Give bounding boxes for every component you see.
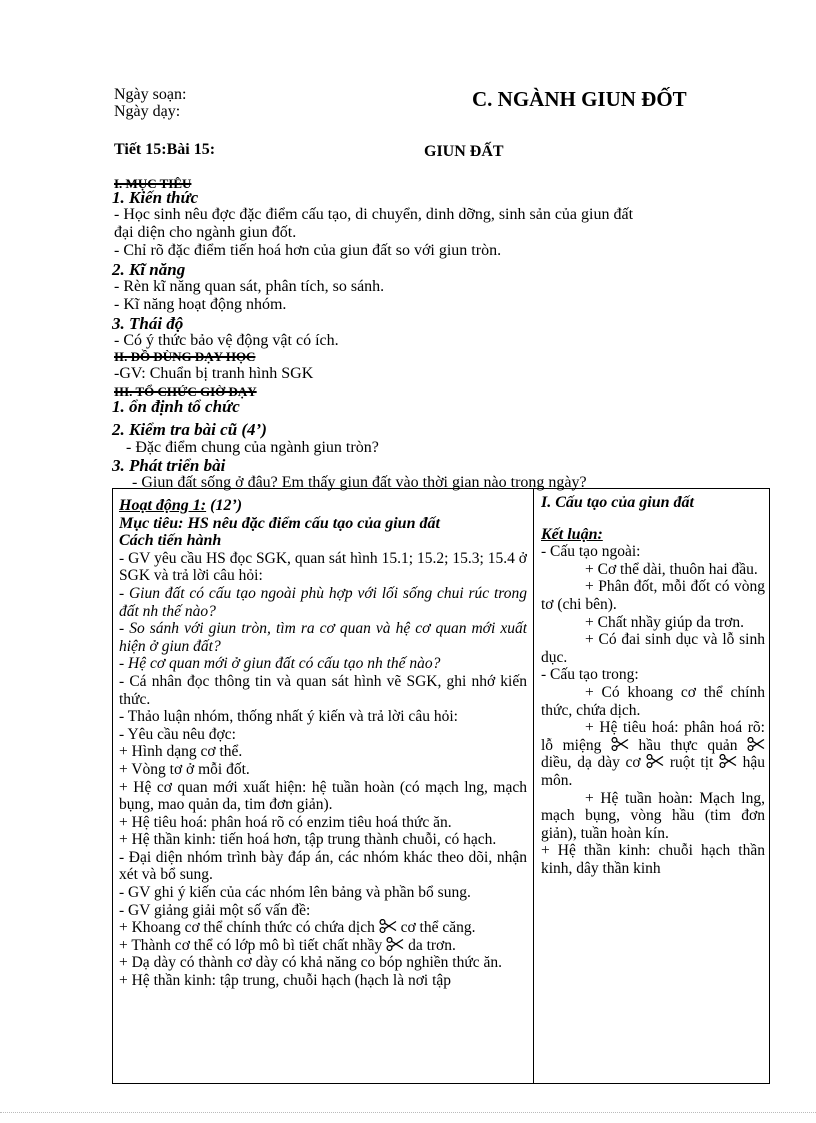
right-i2e: ruột tịt — [669, 754, 714, 772]
left-p6: + Vòng tơ ở mỗi đốt. — [119, 760, 250, 778]
left-p11: - GV ghi ý kiến của các nhóm lên bảng và phần bổ sung. — [119, 884, 471, 902]
scissors-icon — [646, 754, 664, 768]
skills-heading: 2. Kĩ năng — [112, 260, 186, 279]
activity-time: (12’) — [206, 497, 243, 514]
right-inner: - Cấu tạo trong: — [541, 666, 639, 684]
right-i2d: diều, dạ dày cơ — [541, 754, 641, 772]
chapter-title: C. NGÀNH GIUN ĐỐT — [472, 87, 687, 111]
stabilize-heading: 1. ổn định tổ chức — [112, 397, 240, 416]
left-p10: - Đại diện nhóm trình bày đáp án, các nhóm khác theo dõi, nhận xét và bổ sung. — [119, 848, 527, 884]
left-p4: - Yêu cầu nêu đợc: — [119, 725, 236, 743]
right-i2b: hầu — [638, 736, 661, 754]
right-o2: + Phân đốt, mỗi đốt có vòng tơ (chi bên). — [541, 578, 765, 613]
section-equipment-heading: II. ĐỒ DÙNG DẠY HỌC — [114, 349, 256, 364]
right-o3: + Chất nhầy giúp da trơn. — [585, 613, 744, 631]
page-bottom-divider — [0, 1112, 816, 1113]
left-q1: - Giun đất có cấu tạo ngoài phù hợp với lối sống chui rúc trong đất nh thế nào? — [119, 584, 527, 620]
right-i4: + Hệ thần kinh: chuỗi hạch thần kinh, dây thần kinh — [541, 842, 765, 877]
left-p14b: da trơn. — [408, 936, 456, 954]
scissors-icon — [611, 737, 629, 751]
left-p9: + Hệ thần kinh: tiến hoá hơn, tập trung thành chuỗi, có hạch. — [119, 831, 497, 849]
table-left-cell — [119, 489, 527, 1083]
right-i3: + Hệ tuần hoàn: Mạch lng, mạch bụng, vòng hầu (tim đơn giản), tuần hoàn kín. — [541, 789, 765, 842]
scissors-icon — [379, 919, 397, 933]
review-question: - Đặc điểm chung của ngành giun tròn? — [126, 439, 379, 456]
attitude-line-1: - Có ý thức bảo vệ động vật có ích. — [114, 332, 339, 349]
left-p7: + Hệ cơ quan mới xuất hiện: hệ tuần hoàn (có mạch lng, mạch bụng, mao quản da, tim đơn giản). — [119, 778, 527, 814]
activity-title: Hoạt động 1: — [119, 497, 207, 514]
left-q3: - Hệ cơ quan mới ở giun đất có cấu tạo nh thế nào? — [119, 655, 441, 673]
lesson-number: Tiết 15:Bài 15: — [114, 141, 216, 158]
right-i2 — [541, 719, 765, 789]
develop-question: - Giun đất sống ở đâu? Em thấy giun đất vào thời gian nào trong ngày? — [132, 474, 587, 491]
right-i2a: + Hệ tiêu hoá: phân hoá rõ: lỗ miệng — [541, 719, 765, 754]
lesson-table — [112, 488, 770, 1084]
left-p12: - GV giảng giải một số vấn đề: — [119, 901, 311, 919]
activity-goal: Mục tiêu: HS nêu đặc điểm cấu tạo của giun đất — [119, 514, 440, 532]
activity-heading — [119, 497, 527, 515]
right-o1: + Cơ thể dài, thuôn hai đầu. — [585, 560, 758, 578]
left-p2: - Cá nhân đọc thông tin và quan sát hình vẽ SGK, ghi nhớ kiến thức. — [119, 672, 527, 708]
left-p15: + Dạ dày có thành cơ dày có khả năng co bóp nghiền thức ăn. — [119, 954, 503, 972]
right-i1: + Có khoang cơ thể chính thức, chứa dịch. — [541, 683, 765, 719]
left-p16: + Hệ thần kinh: tập trung, chuỗi hạch (hạch là nơi tập — [119, 972, 452, 990]
lesson-title: GIUN ĐẤT — [424, 143, 504, 160]
left-p13 — [119, 919, 527, 937]
right-conclusion: Kết luận: — [541, 525, 603, 543]
table-right-cell — [541, 489, 765, 877]
skills-line-1: - Rèn kĩ năng quan sát, phân tích, so sánh. — [114, 278, 385, 295]
scissors-icon — [719, 754, 737, 768]
knowledge-heading: 1. Kiến thức — [112, 188, 199, 207]
left-p14a: + Thành cơ thể có lớp mô bì tiết chất nhầy — [119, 936, 383, 954]
knowledge-line-2: - Chỉ rõ đặc điểm tiến hoá hơn của giun đất so với giun tròn. — [114, 242, 502, 259]
scissors-icon — [386, 937, 404, 951]
left-p14 — [119, 937, 527, 955]
section-objectives-heading: I. MỤC TIÊU — [114, 176, 192, 191]
left-p13a: + Khoang cơ thể chính thức có chứa dịch — [119, 919, 375, 937]
section-organization-heading: III. TỔ CHỨC GIỜ DẠY — [114, 384, 257, 399]
right-i2f: hậu môn. — [541, 754, 765, 789]
table-column-divider — [533, 489, 534, 1083]
right-title: I. Cấu tạo của giun đất — [541, 494, 694, 511]
skills-line-2: - Kĩ năng hoạt động nhóm. — [114, 296, 287, 313]
attitude-heading: 3. Thái độ — [112, 314, 184, 333]
left-p5: + Hình dạng cơ thể. — [119, 743, 243, 761]
scissors-icon — [747, 737, 765, 751]
knowledge-line-1b: đại diện cho ngành giun đốt. — [114, 224, 297, 241]
ngay-day: Ngày dạy: — [114, 103, 181, 120]
left-p3: - Thảo luận nhóm, thống nhất ý kiến và trả lời câu hỏi: — [119, 708, 458, 726]
left-q2: - So sánh với giun tròn, tìm ra cơ quan và hệ cơ quan mới xuất hiện ở giun đất? — [119, 620, 527, 655]
knowledge-line-1: - Học sinh nêu đợc đặc điểm cấu tạo, di chuyển, dinh dỡng, sinh sản của giun đất — [114, 206, 634, 223]
right-o4: + Có đai sinh dục và lỗ sinh dục. — [541, 631, 765, 666]
left-p8: + Hệ tiêu hoá: phân hoá rõ có enzim tiêu hoá thức ăn. — [119, 813, 452, 831]
right-i2c: thực quản — [670, 736, 738, 754]
activity-procedure: Cách tiến hành — [119, 532, 222, 550]
left-p13b: cơ thể căng. — [400, 919, 476, 937]
ngay-soan: Ngày soạn: — [114, 86, 187, 103]
develop-heading: 3. Phát triển bài — [112, 456, 226, 475]
right-outer: - Cấu tạo ngoài: — [541, 543, 641, 561]
equipment-gv: -GV: Chuẩn bị tranh hình SGK — [114, 365, 314, 382]
left-p1: - GV yêu cầu HS đọc SGK, quan sát hình 15.1; 15.2; 15.3; 15.4 ở SGK và trả lời câu hỏi: — [119, 549, 527, 585]
review-heading: 2. Kiểm tra bài cũ (4’) — [112, 420, 267, 439]
